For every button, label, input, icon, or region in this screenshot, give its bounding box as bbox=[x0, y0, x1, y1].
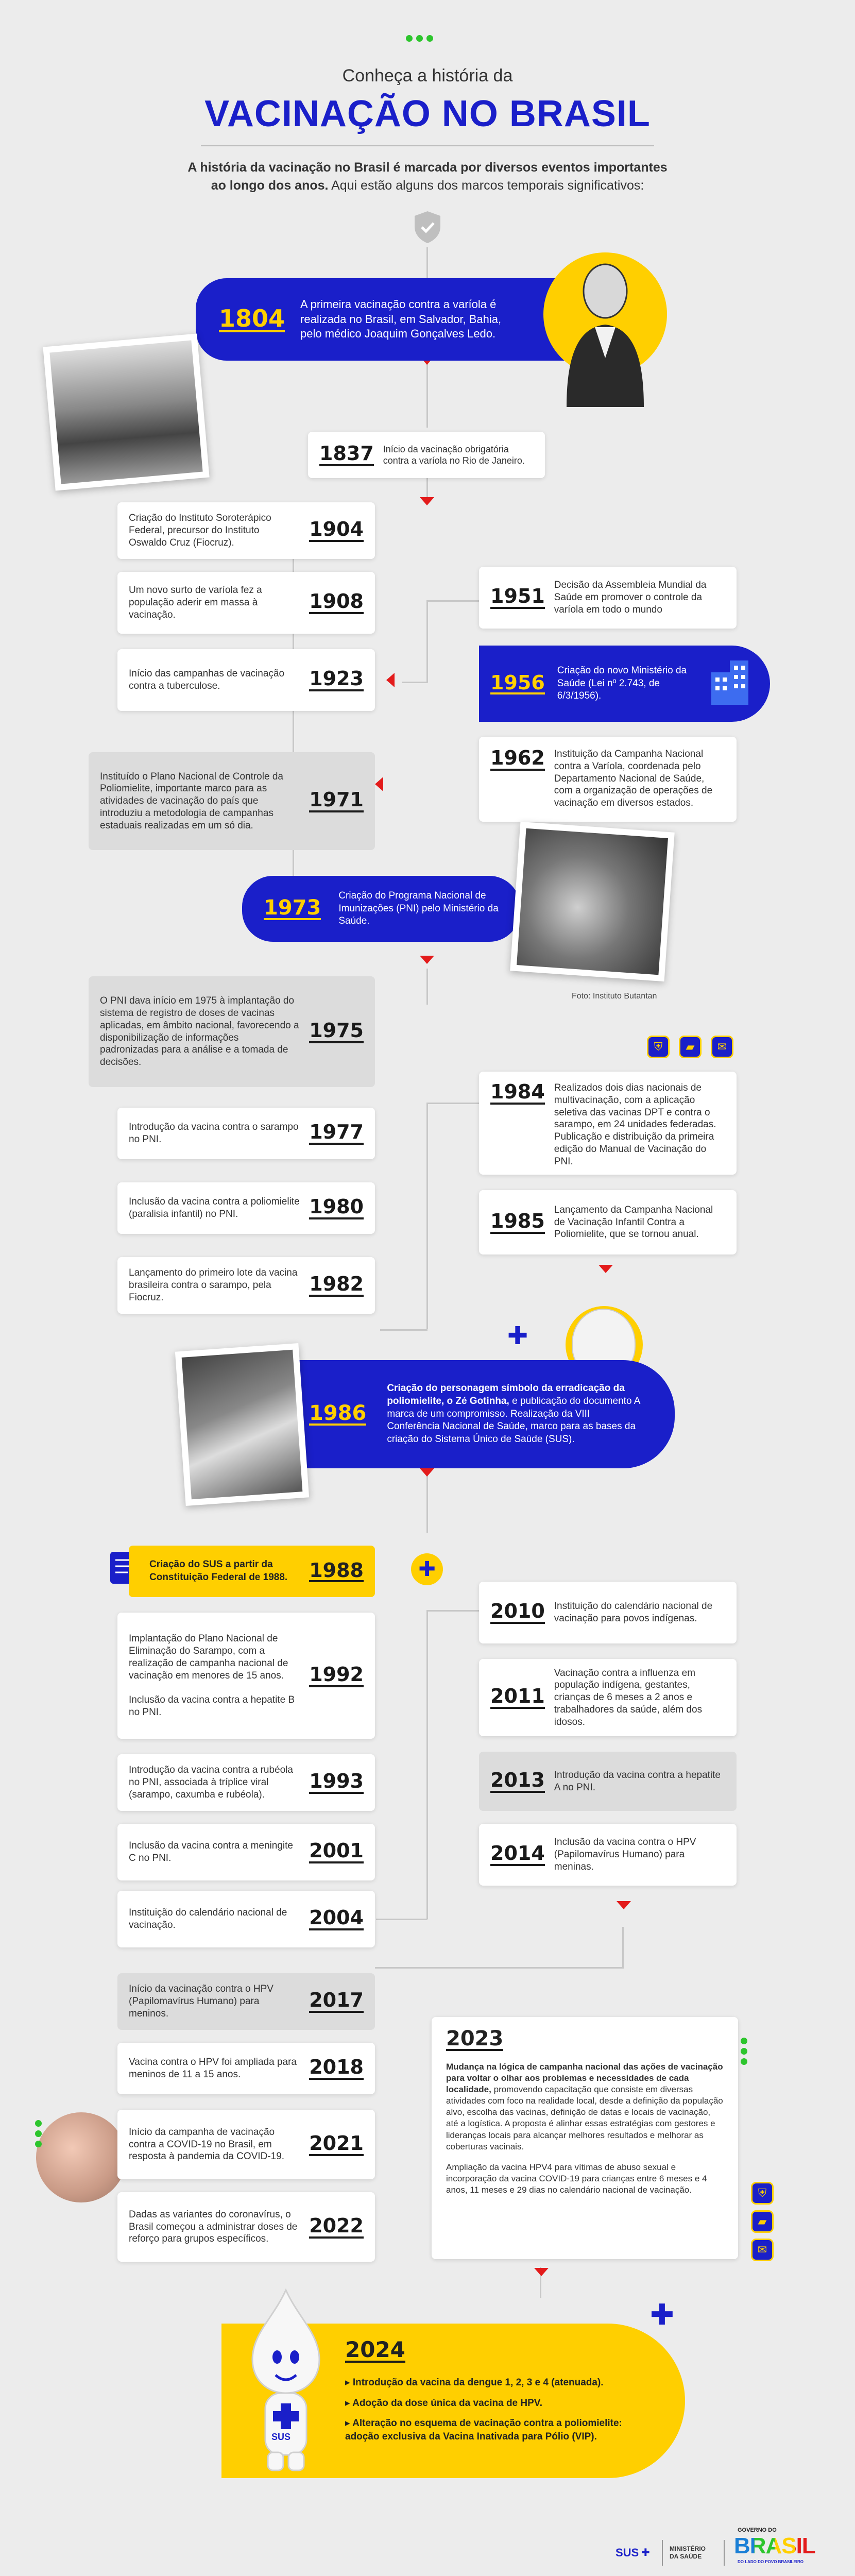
event-text: Decisão da Assembleia Mundial da Saúde em promover o controle da varíola em todo o mundo bbox=[554, 580, 707, 615]
event-text bbox=[446, 2061, 724, 2153]
ministerio-logo: MINISTÉRIO DA SAÚDE bbox=[670, 2545, 706, 2560]
event-year: 1982 bbox=[309, 1274, 364, 1297]
arrow-down-icon bbox=[617, 1901, 631, 1909]
event-year: 1988 bbox=[309, 1559, 364, 1582]
decor-dot bbox=[416, 35, 423, 42]
event-text: Instituição da Campanha Nacional contra a Varíola, coordenada pelo Departamento Nacional de Saúde, com a organização de operações de vacinação em diversos estados. bbox=[554, 749, 713, 808]
divider bbox=[724, 2540, 725, 2566]
event-year: 2013 bbox=[490, 1770, 545, 1793]
decor-dot bbox=[35, 2130, 42, 2137]
event-2023 bbox=[432, 2017, 738, 2259]
event-1993 bbox=[117, 1754, 375, 1811]
plus-cross-icon: ✚ bbox=[650, 2298, 674, 2331]
event-2013 bbox=[479, 1752, 737, 1811]
event-text: Lançamento do primeiro lote da vacina brasileira contra o sarampo, pela Fiocruz. bbox=[129, 1267, 298, 1303]
event-year: 2022 bbox=[309, 2216, 364, 2239]
timeline-line bbox=[376, 1919, 427, 1920]
event-year: 2017 bbox=[309, 1990, 364, 2013]
event-text-rest: promovendo capacitação que consiste em diversas atividades com foco na realidade local, desde a definição da população alvo, escolha das vacinas, definição de datas e locais de vacinação, até a logística. A proposta é alinhar essas estratégias com gestores e lideranças locais para alcançar melhores resultados e melhorar as coberturas vacinais. bbox=[446, 2084, 723, 2151]
timeline-line bbox=[426, 600, 481, 602]
event-text: A primeira vacinação contra a varíola é realizada no Brasil, em Salvador, Bahia, pelo médico Joaquim Gonçalves Ledo. bbox=[300, 298, 502, 341]
event-text-rest: e publicação do documento A marca de um compromisso. Realização da VIII Conferência Nacional de Saúde, marco para as bases da criação do Sistema Único de Saúde (SUS). bbox=[387, 1395, 640, 1445]
covid-test-photo bbox=[36, 2112, 126, 2202]
shield-badge-icon: ⛨ bbox=[751, 2182, 774, 2205]
event-text: Criação do Instituto Soroterápico Federal, precursor do Instituto Oswaldo Cruz (Fiocruz). bbox=[129, 513, 271, 548]
event-1908 bbox=[117, 572, 375, 634]
event-2021 bbox=[117, 2110, 375, 2179]
event-1973 bbox=[242, 876, 520, 942]
event-year: 1951 bbox=[490, 586, 545, 609]
list-item-text: Alteração no esquema de vacinação contra a poliomielite: adoção exclusiva da Vacina Inativada para Pólio (VIP). bbox=[345, 2418, 622, 2442]
event-text: Instituição do calendário nacional de vacinação para povos indígenas. bbox=[554, 1601, 713, 1624]
vial-badge-icon: ▰ bbox=[679, 1036, 702, 1058]
event-1982 bbox=[117, 1257, 375, 1314]
chat-badge-icon: ✉ bbox=[711, 1036, 733, 1058]
event-year: 2021 bbox=[309, 2133, 364, 2156]
decor-dot bbox=[741, 2038, 747, 2044]
plus-icon: ✚ bbox=[411, 1553, 443, 1585]
event-year: 2001 bbox=[309, 1841, 364, 1863]
event-year: 1837 bbox=[319, 444, 374, 466]
arrow-down-icon bbox=[420, 497, 434, 505]
divider bbox=[201, 145, 654, 146]
event-2017 bbox=[117, 1973, 375, 2030]
arrow-down-icon bbox=[598, 1265, 613, 1273]
event-text: Início da vacinação contra o HPV (Papilomavírus Humano) para meninos. bbox=[129, 1984, 273, 2019]
event-1956 bbox=[479, 646, 770, 722]
brasil-logo bbox=[734, 2535, 815, 2557]
plus-cross-icon: ✚ bbox=[507, 1323, 528, 1350]
event-1992 bbox=[117, 1613, 375, 1739]
event-1986 bbox=[286, 1360, 675, 1468]
event-year: 1985 bbox=[490, 1211, 545, 1234]
page-title: VACINAÇÃO NO BRASIL bbox=[204, 93, 651, 134]
event-text bbox=[129, 1633, 300, 1718]
event-1962 bbox=[479, 737, 737, 822]
event-year: 2014 bbox=[490, 1843, 545, 1866]
timeline-line bbox=[426, 361, 428, 428]
event-year: 2010 bbox=[490, 1601, 545, 1624]
event-2022 bbox=[117, 2192, 375, 2262]
decor-dot bbox=[426, 35, 433, 42]
event-text: Introdução da vacina contra o sarampo no PNI. bbox=[129, 1122, 299, 1145]
event-text-bold: Mudança na lógica de campanha nacional das ações de vacinação para voltar o olhar aos problemas e necessidades de cada localidade, bbox=[446, 2062, 723, 2095]
event-text-1: Implantação do Plano Nacional de Eliminação do Sarampo, com a realização de campanha nacional de vacinação em menores de 15 anos. bbox=[129, 1633, 288, 1681]
event-text: Instituído o Plano Nacional de Controle da Poliomielite, importante marco para as atividades de vacinação do país que introduziu a metodologia de campanhas estaduais realizadas em um só dia. bbox=[100, 771, 283, 831]
arrow-down-icon bbox=[420, 1468, 434, 1477]
header-subtitle bbox=[185, 159, 670, 195]
event-1837 bbox=[308, 432, 545, 478]
arrow-left-icon bbox=[375, 777, 383, 791]
event-1988 bbox=[129, 1546, 375, 1597]
event-year: 1984 bbox=[490, 1082, 545, 1105]
event-2018 bbox=[117, 2043, 375, 2094]
event-2014 bbox=[479, 1824, 737, 1886]
event-year: 1804 bbox=[219, 304, 285, 332]
event-year: 2011 bbox=[490, 1686, 545, 1709]
timeline-line bbox=[426, 247, 428, 278]
event-text: Um novo surto de varíola fez a população aderir em massa à vacinação. bbox=[129, 585, 262, 620]
mascot-label: SUS bbox=[271, 2432, 291, 2442]
event-year: 1980 bbox=[309, 1197, 364, 1219]
chat-badge-icon: ✉ bbox=[751, 2239, 774, 2261]
event-year: 1992 bbox=[309, 1665, 364, 1687]
event-text: Vacina contra o HPV foi ampliada para meninos de 11 a 15 anos. bbox=[129, 2057, 297, 2080]
event-1971 bbox=[89, 752, 375, 850]
event-text: Instituição do calendário nacional de vacinação. bbox=[129, 1907, 287, 1930]
event-year: 1923 bbox=[309, 669, 364, 691]
event-text: O PNI dava início em 1975 à implantação do sistema de registro de doses de vacinas aplicadas, em âmbito nacional, favorecendo a disponibilização de informações padronizadas para a análise e a tomada de decisões. bbox=[100, 995, 299, 1067]
arrow-down-icon bbox=[534, 2268, 549, 2276]
ze-gotinha-mascot bbox=[237, 2287, 335, 2473]
event-text: Criação do SUS a partir da Constituição Federal de 1988. bbox=[149, 1559, 288, 1583]
event-text bbox=[387, 1382, 644, 1446]
event-text: Realizados dois dias nacionais de multivacinação, com a aplicação seletiva das vacinas DPT e contra o sarampo, em 24 unidades federadas. Publicação e distribuição da primeira edição do Manual de Vacinação do PNI. bbox=[554, 1082, 716, 1167]
portrait-image bbox=[556, 255, 649, 407]
event-1980 bbox=[117, 1182, 375, 1234]
event-year: 2004 bbox=[309, 1908, 364, 1930]
building-icon bbox=[710, 659, 749, 708]
decor-dot bbox=[741, 2048, 747, 2055]
event-text: Introdução da vacina contra a rubéola no PNI, associada à tríplice viral (sarampo, caxumba e rubéola). bbox=[129, 1765, 293, 1800]
event-text-bold: Criação do personagem símbolo da erradicação da poliomielite, o Zé Gotinha, bbox=[387, 1383, 625, 1406]
event-text: Início da vacinação obrigatória contra a varíola no Rio de Janeiro. bbox=[383, 444, 525, 466]
timeline-line bbox=[622, 1927, 624, 1968]
event-text: Inclusão da vacina contra o HPV (Papilomavírus Humano) para meninas. bbox=[554, 1837, 696, 1872]
list-item: ▸ Alteração no esquema de vacinação contra a poliomielite: adoção exclusiva da Vacina Inativada para Pólio (VIP). bbox=[345, 2418, 622, 2442]
event-1904 bbox=[117, 502, 375, 559]
decor-dot bbox=[741, 2058, 747, 2065]
event-1923 bbox=[117, 649, 375, 711]
event-1804 bbox=[196, 278, 597, 361]
timeline-line bbox=[402, 682, 427, 683]
timeline-line bbox=[426, 1468, 428, 1533]
event-year: 1904 bbox=[309, 519, 364, 542]
shield-badge-icon: ⛨ bbox=[647, 1036, 670, 1058]
event-text: Inclusão da vacina contra a meningite C no PNI. bbox=[129, 1840, 293, 1863]
shield-check-icon bbox=[413, 210, 442, 244]
divider bbox=[662, 2540, 663, 2566]
event-text: Introdução da vacina contra a hepatite A no PNI. bbox=[554, 1769, 721, 1793]
event-1975 bbox=[89, 976, 375, 1087]
event-2024-list bbox=[345, 2376, 644, 2444]
event-year: 2024 bbox=[345, 2337, 405, 2362]
slogan: DO LADO DO POVO BRASILEIRO bbox=[738, 2560, 804, 2564]
decor-dot bbox=[35, 2141, 42, 2147]
event-text: Dadas as variantes do coronavírus, o Brasil começou a administrar doses de reforço para grupos específicos. bbox=[129, 2209, 298, 2245]
arrow-down-icon bbox=[420, 956, 434, 964]
subtitle-rest: Aqui estão alguns dos marcos temporais significativos: bbox=[331, 178, 644, 193]
event-text: Lançamento da Campanha Nacional de Vacinação Infantil Contra a Poliomielite, que se tornou anual. bbox=[554, 1204, 713, 1240]
sus-plus-icon: ✚ bbox=[641, 2547, 650, 2558]
list-item: ▸ Adoção da dose única da vacina de HPV. bbox=[345, 2397, 542, 2409]
event-text: Inclusão da vacina contra a poliomielite (paralisia infantil) no PNI. bbox=[129, 1196, 300, 1219]
event-1985 bbox=[479, 1190, 737, 1255]
event-year: 1977 bbox=[309, 1122, 364, 1145]
event-year: 2018 bbox=[309, 2057, 364, 2080]
vial-badge-icon: ▰ bbox=[751, 2210, 774, 2233]
event-1984 bbox=[479, 1072, 737, 1175]
event-text-2: Inclusão da vacina contra a hepatite B no PNI. bbox=[129, 1694, 295, 1718]
event-2001 bbox=[117, 1824, 375, 1880]
event-2010 bbox=[479, 1582, 737, 1643]
event-1977 bbox=[117, 1108, 375, 1159]
event-year: 1971 bbox=[309, 790, 364, 812]
event-year: 1986 bbox=[309, 1401, 367, 1425]
event-year: 1908 bbox=[309, 591, 364, 614]
governo-label: GOVERNO DO bbox=[738, 2527, 777, 2533]
event-text: Criação do novo Ministério da Saúde (Lei nº 2.743, de 6/3/1956). bbox=[557, 665, 687, 702]
list-item-text: Introdução da vacina da dengue 1, 2, 3 e 4 (atenuada). bbox=[352, 2377, 604, 2388]
event-text: Criação do Programa Nacional de Imunizações (PNI) pelo Ministério da Saúde. bbox=[338, 890, 499, 927]
subtitle-bold: A história da vacinação no Brasil é marcada por diversos eventos importantes ao longo dos anos. bbox=[187, 160, 668, 193]
event-text: Início da campanha de vacinação contra a COVID-19 no Brasil, em resposta à pandemia da COVID-19. bbox=[129, 2126, 285, 2162]
decor-dot bbox=[406, 35, 413, 42]
photo-credit: Foto: Instituto Butantan bbox=[572, 992, 657, 1001]
vaccination-photo bbox=[510, 822, 674, 981]
event-year: 1956 bbox=[490, 671, 545, 694]
event-1951 bbox=[479, 567, 737, 629]
event-year: 1975 bbox=[309, 1021, 364, 1043]
event-year: 1973 bbox=[264, 896, 321, 920]
event-2004 bbox=[117, 1891, 375, 1947]
event-year: 1993 bbox=[309, 1771, 364, 1794]
event-text: Início das campanhas de vacinação contra a tuberculose. bbox=[129, 668, 285, 691]
ze-gotinha-photo bbox=[175, 1343, 309, 1506]
timeline-line bbox=[426, 1103, 428, 1329]
arrow-left-icon bbox=[386, 673, 395, 687]
timeline-line bbox=[426, 969, 428, 1005]
event-year: 2023 bbox=[446, 2027, 504, 2050]
list-item-text: Adoção da dose única da vacina de HPV. bbox=[352, 2397, 542, 2409]
timeline-line bbox=[426, 1103, 481, 1104]
timeline-line bbox=[426, 1610, 481, 1612]
historic-building-photo bbox=[43, 333, 209, 490]
timeline-line bbox=[375, 1967, 624, 1969]
brasil-wordmark: BRASIL bbox=[734, 2533, 815, 2558]
timeline-line bbox=[426, 1610, 428, 1919]
timeline-line bbox=[426, 600, 428, 683]
event-text: Vacinação contra a influenza em população indígena, gestantes, crianças de 6 meses a 2 anos e trabalhadores da saúde, além dos idosos. bbox=[554, 1667, 703, 1727]
event-year: 1962 bbox=[490, 748, 545, 771]
timeline-line bbox=[380, 1329, 427, 1331]
list-item: ▸ Introdução da vacina da dengue 1, 2, 3 e 4 (atenuada). bbox=[345, 2377, 604, 2388]
sus-logo: SUS bbox=[615, 2546, 639, 2559]
event-2011 bbox=[479, 1659, 737, 1736]
header-intro: Conheça a história da bbox=[342, 66, 513, 86]
event-text-2: Ampliação da vacina HPV4 para vítimas de abuso sexual e incorporação da vacina COVID-19 para crianças entre 6 meses e 4 anos, 11 meses e 29 dias no calendário nacional de vacinação. bbox=[446, 2162, 707, 2195]
decor-dot bbox=[35, 2120, 42, 2127]
